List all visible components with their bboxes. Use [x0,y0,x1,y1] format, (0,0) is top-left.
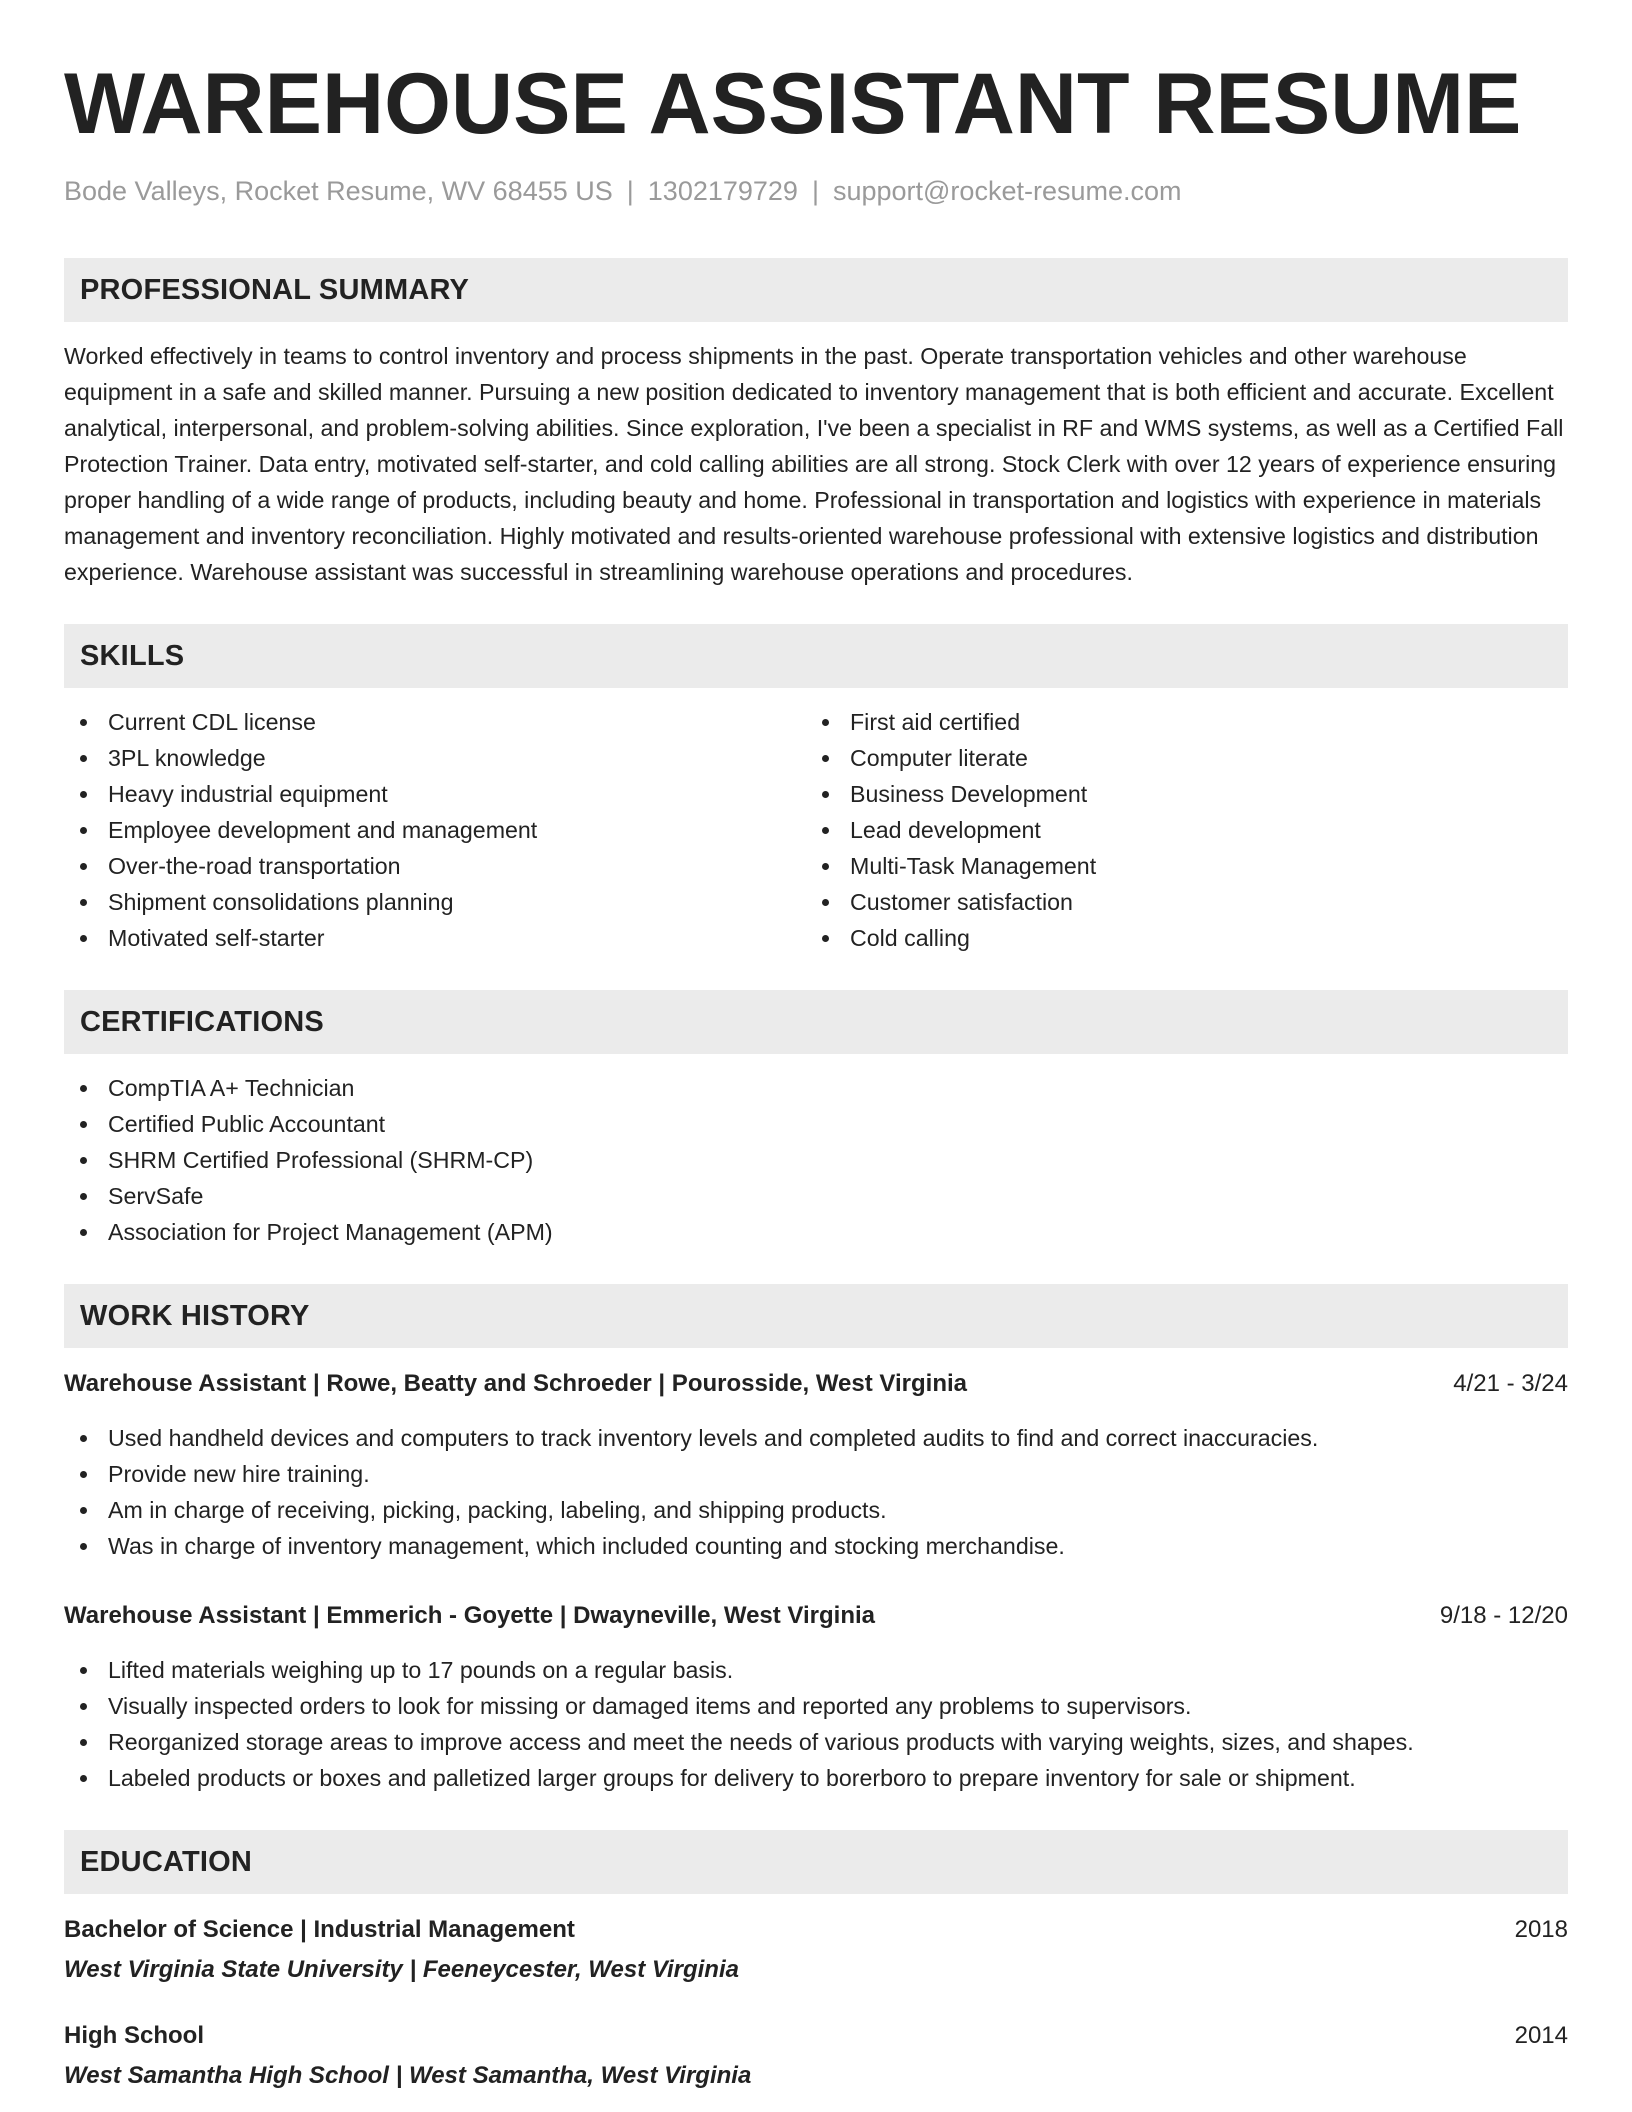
skills-column-left [64,704,806,956]
job-bullet: Was in charge of inventory management, which included counting and stocking merchandise. [64,1528,1568,1564]
certification-item: Certified Public Accountant [64,1106,1568,1142]
contact-separator: | [626,176,634,206]
education-year: 2014 [1514,2022,1568,2049]
job-bullet: Labeled products or boxes and palletized larger groups for delivery to borerboro to prepare inventory for sale or shipment. [64,1760,1568,1796]
education-year: 2018 [1514,1916,1568,1943]
certification-item: CompTIA A+ Technician [64,1070,1568,1106]
education-entry [64,1912,1568,1988]
job-bullet: Lifted materials weighing up to 17 pounds on a regular basis. [64,1652,1568,1688]
skill-item: Cold calling [806,920,1548,956]
education-entry [64,2018,1568,2094]
skill-item: Over-the-road transportation [64,848,806,884]
summary-text: Worked effectively in teams to control inventory and process shipments in the past. Operate transportation vehicles and other warehouse equipment in a safe and skilled manner. Pursuing a new position dedicated to inventory management that is both efficient and accurate. Excellent analytical, interpersonal, and problem-solving abilities. Since exploration, I've been a specialist in RF and WMS systems, as well as a Certified Fall Protection Trainer. Data entry, motivated self-starter, and cold calling abilities are all strong. Stock Clerk with over 12 years of experience ensuring proper handling of a wide range of products, including beauty and home. Professional in transportation and logistics with experience in materials management and inventory reconciliation. Highly motivated and results-oriented warehouse professional with extensive logistics and distribution experience. Warehouse assistant was successful in streamlining warehouse operations and procedures. [64,343,1564,585]
certification-item: SHRM Certified Professional (SHRM-CP) [64,1142,1568,1178]
job-title: Warehouse Assistant | Emmerich - Goyette | Dwayneville, West Virginia [64,1602,876,1629]
contact-separator: | [811,176,819,206]
skill-item: Computer literate [806,740,1548,776]
contact-phone: 1302179729 [647,176,798,206]
skill-item: Motivated self-starter [64,920,806,956]
job-dates: 9/18 - 12/20 [1439,1602,1568,1629]
page-title: WAREHOUSE ASSISTANT RESUME [64,56,1522,152]
certification-item: Association for Project Management (APM) [64,1214,1568,1250]
skill-item: Customer satisfaction [806,884,1548,920]
summary-heading: PROFESSIONAL SUMMARY [64,258,1568,322]
skill-item: Business Development [806,776,1548,812]
certification-item: ServSafe [64,1178,1568,1214]
contact-email: support@rocket-resume.com [832,176,1182,206]
skill-item: Multi-Task Management [806,848,1548,884]
job-title: Warehouse Assistant | Rowe, Beatty and Schroeder | Pourosside, West Virginia [64,1370,967,1397]
education-school: West Virginia State University | Feeneycester, West Virginia [64,1956,739,1983]
job-bullet: Provide new hire training. [64,1456,1568,1492]
job-bullet: Visually inspected orders to look for missing or damaged items and reported any problems to supervisors. [64,1688,1568,1724]
work-history-heading: WORK HISTORY [64,1284,1568,1348]
job-bullet: Am in charge of receiving, picking, packing, labeling, and shipping products. [64,1492,1568,1528]
skill-item: Employee development and management [64,812,806,848]
education-school: West Samantha High School | West Samantha, West Virginia [64,2062,752,2089]
skills-grid [64,704,1568,956]
skills-heading: SKILLS [64,624,1568,688]
skill-item: First aid certified [806,704,1548,740]
contact-line [64,174,1568,208]
contact-address: Bode Valleys, Rocket Resume, WV 68455 US [64,176,613,206]
job-bullet: Reorganized storage areas to improve access and meet the needs of various products with varying weights, sizes, and shapes. [64,1724,1568,1760]
job-dates: 4/21 - 3/24 [1453,1370,1568,1397]
skill-item: Heavy industrial equipment [64,776,806,812]
job-bullets [64,1652,1568,1796]
education-degree: Bachelor of Science | Industrial Management [64,1916,575,1943]
education-heading: EDUCATION [64,1830,1568,1894]
resume-page [64,56,1568,2094]
skill-item: 3PL knowledge [64,740,806,776]
skill-item: Shipment consolidations planning [64,884,806,920]
job-entry [64,1598,1568,1796]
certifications-list [64,1070,1568,1250]
job-bullets [64,1420,1568,1564]
skill-item: Lead development [806,812,1548,848]
job-entry [64,1366,1568,1564]
job-bullet: Used handheld devices and computers to track inventory levels and completed audits to find and correct inaccuracies. [64,1420,1568,1456]
skills-column-right [806,704,1548,956]
skill-item: Current CDL license [64,704,806,740]
education-degree: High School [64,2022,204,2049]
certifications-heading: CERTIFICATIONS [64,990,1568,1054]
